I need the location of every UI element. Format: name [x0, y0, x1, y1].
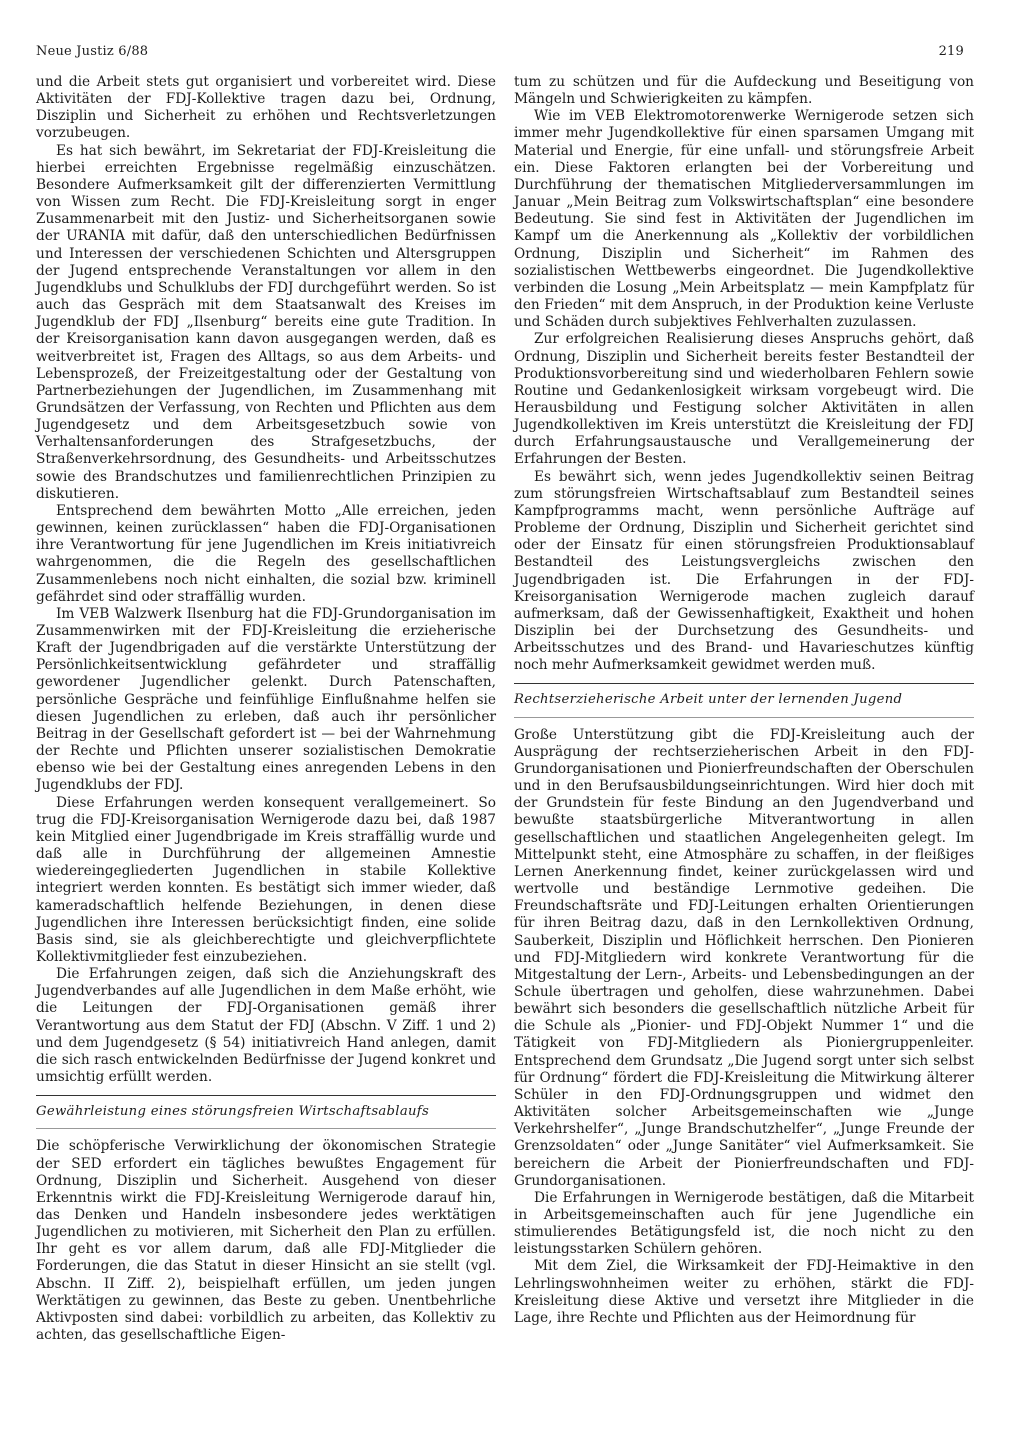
section-divider [36, 1095, 496, 1096]
section-divider [514, 683, 974, 684]
section-heading: Gewährleistung eines störungsfreien Wirtschaftsablaufs [36, 1103, 496, 1129]
paragraph: Zur erfolgreichen Realisierung dieses Anspruchs gehört, daß Ordnung, Disziplin und Sicherheit bereits fester Bestandteil der Produktionsvorbereitung sind und wiederholbaren Fehlern sowie Routine und Gedankenlosigkeit wirksam vorgebeugt wird. Die Herausbildung und Festigung solcher Aktivitäten in allen Jugendkollektiven im Kreis unterstützt die Kreisleitung der FDJ durch Erfahrungsaustausche und Verallgemeinerung der Erfahrungen der Besten. [514, 331, 974, 468]
right-column [514, 74, 974, 1327]
paragraph: Im VEB Walzwerk Ilsenburg hat die FDJ-Grundorganisation im Zusammenwirken mit der FDJ-Kreisleitung die erzieherische Kraft der Jugendbrigaden auf die verstärkte Unterstützung der Persönlichkeitsentwicklung gefährdeter und straffällig gewordener Jugendlicher gelenkt. Durch Patenschaften, persönliche Gespräche und feinfühlige Einflußnahme helfen sie diesen Jugendlichen zu erleben, daß auch ihr persönlicher Beitrag in der Gesellschaft gefordert ist — bei der Wahrnehmung der Rechte und Pflichten unserer sozialistischen Demokratie ebenso wie bei der Gestaltung eines anregenden Lebens in den Jugendklubs der FDJ. [36, 605, 496, 794]
paragraph: Die Erfahrungen zeigen, daß sich die Anziehungskraft des Jugendverbandes auf alle Jugendlichen in dem Maße erhöht, wie die Leitungen der FDJ-Organisationen gemäß ihrer Verantwortung aus dem Statut der FDJ (Abschn. V Ziff. 1 und 2) und dem Jugendgesetz (§ 54) initiativreich Hand anlegen, damit die sich rasch entwickelnden Bedürfnisse der Jugend konkret und umsichtig erfüllt werden. [36, 966, 496, 1086]
page-number: 219 [938, 44, 964, 59]
paragraph: Diese Erfahrungen werden konsequent verallgemeinert. So trug die FDJ-Kreisorganisation Wernigerode dazu bei, daß 1987 kein Mitglied einer Jugendbrigade im Kreis straffällig wurde und daß alle in Durchführung der allgemeinen Amnestie wiedereingegliederten Jugendlichen in stabile Kollektive integriert werden konnten. Es bestätigt sich immer wieder, daß kameradschaftlich helfende Beziehungen, in denen diese Jugendlichen ihre Interessen berücksichtigt finden, eine solide Basis sind, sie als gleichberechtigte und gleichverpflichtete Kollektivmitglieder fest einzubeziehen. [36, 794, 496, 965]
paragraph: Es bewährt sich, wenn jedes Jugendkollektiv seinen Beitrag zum störungsfreien Wirtschaftsablauf zum Bestandteil seines Kampfprogramms macht, wenn persönliche Aufträge auf Probleme der Ordnung, Disziplin und Sicherheit gerichtet sind oder der Einsatz für einen störungsfreien Produktionsablauf Bestandteil des Leistungsvergleichs zwischen den Jugendbrigaden ist. Die Erfahrungen in der FDJ-Kreisorganisation Wernigerode machen zugleich darauf aufmerksam, daß der Gewissenhaftigkeit, Exaktheit und hohen Disziplin bei der Durchsetzung des Gesundheits- und Arbeitsschutzes und des Brand- und Havarieschutzes künftig noch mehr Aufmerksamkeit gewidmet werden muß. [514, 468, 974, 674]
paragraph: und die Arbeit stets gut organisiert und vorbereitet wird. Diese Aktivitäten der FDJ-Kollektive tragen dazu bei, Ordnung, Disziplin und Sicherheit zu erhöhen und Rechtsverletzungen vorzubeugen. [36, 74, 496, 142]
left-column [36, 74, 496, 1344]
paragraph: Die Erfahrungen in Wernigerode bestätigen, daß die Mitarbeit in Arbeitsgemeinschaften auch für jene Jugendliche ein stimulierendes Betätigungsfeld ist, die noch nicht zu den leistungsstarken Schülern gehören. [514, 1189, 974, 1258]
paragraph: Die schöpferische Verwirklichung der ökonomischen Strategie der SED erfordert ein tägliches bewußtes Engagement für Ordnung, Disziplin und Sicherheit. Ausgehend von dieser Erkenntnis wirkt die FDJ-Kreisleitung Wernigerode darauf hin, das Denken und Handeln insbesondere jedes werktätigen Jugendlichen zu motivieren, mit Sicherheit den Plan zu erfüllen. Ihr geht es vor allem darum, daß alle FDJ-Mitglieder die Forderungen, die das Statut in dieser Hinsicht an sie stellt (vgl. Abschn. II Ziff. 2), beispielhaft erfüllen, um jeden jungen Werktätigen zu gewinnen, das Beste zu geben. Unentbehrliche Aktivposten sind dabei: vorbildlich zu arbeiten, das Kollektiv zu achten, das gesellschaftliche Eigen- [36, 1138, 496, 1344]
paragraph: Große Unterstützung gibt die FDJ-Kreisleitung auch der Ausprägung der rechtserzieherischen Arbeit in den FDJ-Grundorganisationen und Pionierfreundschaften der Oberschulen und in den Berufsausbildungseinrichtungen. Wird hier doch mit der Grundstein für feste Bindung an den Jugendverband und bewußte staatsbürgerliche Mitverantwortung in allen gesellschaftlichen und staatlichen Angelegenheiten gelegt. Im Mittelpunkt steht, eine Atmosphäre zu schaffen, in der fleißiges Lernen Anerkennung findet, keiner zurückgelassen wird und wertvolle und beständige Lernmotive gedeihen. Die Freundschaftsräte und FDJ-Leitungen erhalten Orientierungen für ihren Beitrag dazu, daß in den Lernkollektiven Ordnung, Sauberkeit, Disziplin und Höflichkeit herrschen. Den Pionieren und FDJ-Mitgliedern wird konkrete Verantwortung für die Mitgestaltung der Lern-, Arbeits- und Lebensbedingungen an der Schule übertragen und geholfen, diese wahrzunehmen. Dabei bewährt sich besonders die gesellschaftlich nützliche Arbeit für die Schule als „Pionier- und FDJ-Objekt Nummer 1“ und die Tätigkeit von FDJ-Mitgliedern als Pioniergruppenleiter. Entsprechend dem Grundsatz „Die Jugend sorgt unter sich selbst für Ordnung“ fördert die FDJ-Kreisleitung die Mitwirkung älterer Schüler in den FDJ-Ordnungsgruppen und widmet den Aktivitäten solcher Arbeitsgemeinschaften wie „Junge Verkehrshelfer“, „Junge Brandschutzhelfer“, „Junge Freunde der Grenzsoldaten“ oder „Junge Sanitäter“ viel Aufmerksamkeit. Sie bereichern die Arbeit der Pionierfreundschaften und FDJ-Grundorganisationen. [514, 726, 974, 1189]
section-heading: Rechtserzieherische Arbeit unter der lernenden Jugend [514, 691, 974, 717]
running-head [36, 44, 964, 59]
paragraph: Es hat sich bewährt, im Sekretariat der FDJ-Kreisleitung die hierbei erreichten Ergebnisse regelmäßig einzuschätzen. Besondere Aufmerksamkeit gilt der differenzierten Vermittlung von Wissen zum Recht. Die FDJ-Kreisleitung sorgt in enger Zusammenarbeit mit den Justiz- und Sicherheitsorganen sowie der URANIA mit dafür, daß den unterschiedlichen Bedürfnissen und Interessen der verschiedenen Schichten und Altersgruppen der Jugend entsprechende Veranstaltungen vor allem in den Jugendklubs und Schulklubs der FDJ durchgeführt werden. So ist auch das Gespräch mit dem Staatsanwalt des Kreises im Jugendklub der FDJ „Ilsenburg“ bereits eine gute Tradition. In der Kreisorganisation kann davon ausgegangen werden, daß es weitverbreitet ist, Fragen des Alltags, so aus dem Arbeits- und Lebensprozeß, der Freizeitgestaltung oder der Gestaltung von Partnerbeziehungen der Jugendlichen, im Zusammenhang mit Grundsätzen der Verfassung, von Rechten und Pflichten aus dem Jugendgesetz und dem Arbeitsgesetzbuch sowie von Verhaltensanforderungen des Strafgesetzbuchs, der Straßenverkehrsordnung, des Gesundheits- und Arbeitsschutzes sowie des Brandschutzes und familienrechtlichen Prinzipien zu diskutieren. [36, 142, 496, 502]
paragraph: tum zu schützen und für die Aufdeckung und Beseitigung von Mängeln und Schwierigkeiten zu kämpfen. [514, 74, 974, 108]
paragraph: Mit dem Ziel, die Wirksamkeit der FDJ-Heimaktive in den Lehrlingswohnheimen weiter zu erhöhen, stärkt die FDJ-Kreisleitung diese Aktive und versetzt ihre Mitglieder in die Lage, ihre Rechte und Pflichten aus der Heimordnung für [514, 1258, 974, 1326]
journal-issue: Neue Justiz 6/88 [36, 44, 149, 59]
paragraph: Entsprechend dem bewährten Motto „Alle erreichen, jeden gewinnen, keinen zurücklassen“ haben die FDJ-Organisationen ihre Verantwortung für jene Jugendlichen im Kreis initiativreich wahrgenommen, die die Regeln des gesellschaftlichen Zusammenlebens noch nicht einhalten, die sozial bzw. kriminell gefährdet sind oder straffällig wurden. [36, 502, 496, 605]
paragraph: Wie im VEB Elektromotorenwerke Wernigerode setzen sich immer mehr Jugendkollektive für einen sparsamen Umgang mit Material und Energie, für eine unfall- und störungsfreie Arbeit ein. Diese Faktoren erlangten bei der Vorbereitung und Durchführung der thematischen Mitgliederversammlungen im Januar „Mein Beitrag zum Volkswirtschaftsplan“ eine besondere Bedeutung. Sie sind fest in Aktivitäten der Jugendlichen im Kampf um die Anerkennung als „Kollektiv der vorbildlichen Ordnung, Disziplin und Sicherheit“ im Rahmen des sozialistischen Wettbewerbs eingeordnet. Die Jugendkollektive verbinden die Losung „Mein Arbeitsplatz — mein Kampfplatz für den Frieden“ mit dem Anspruch, in der Produktion keine Verluste und Schäden durch subjektives Fehlverhalten zuzulassen. [514, 108, 974, 331]
